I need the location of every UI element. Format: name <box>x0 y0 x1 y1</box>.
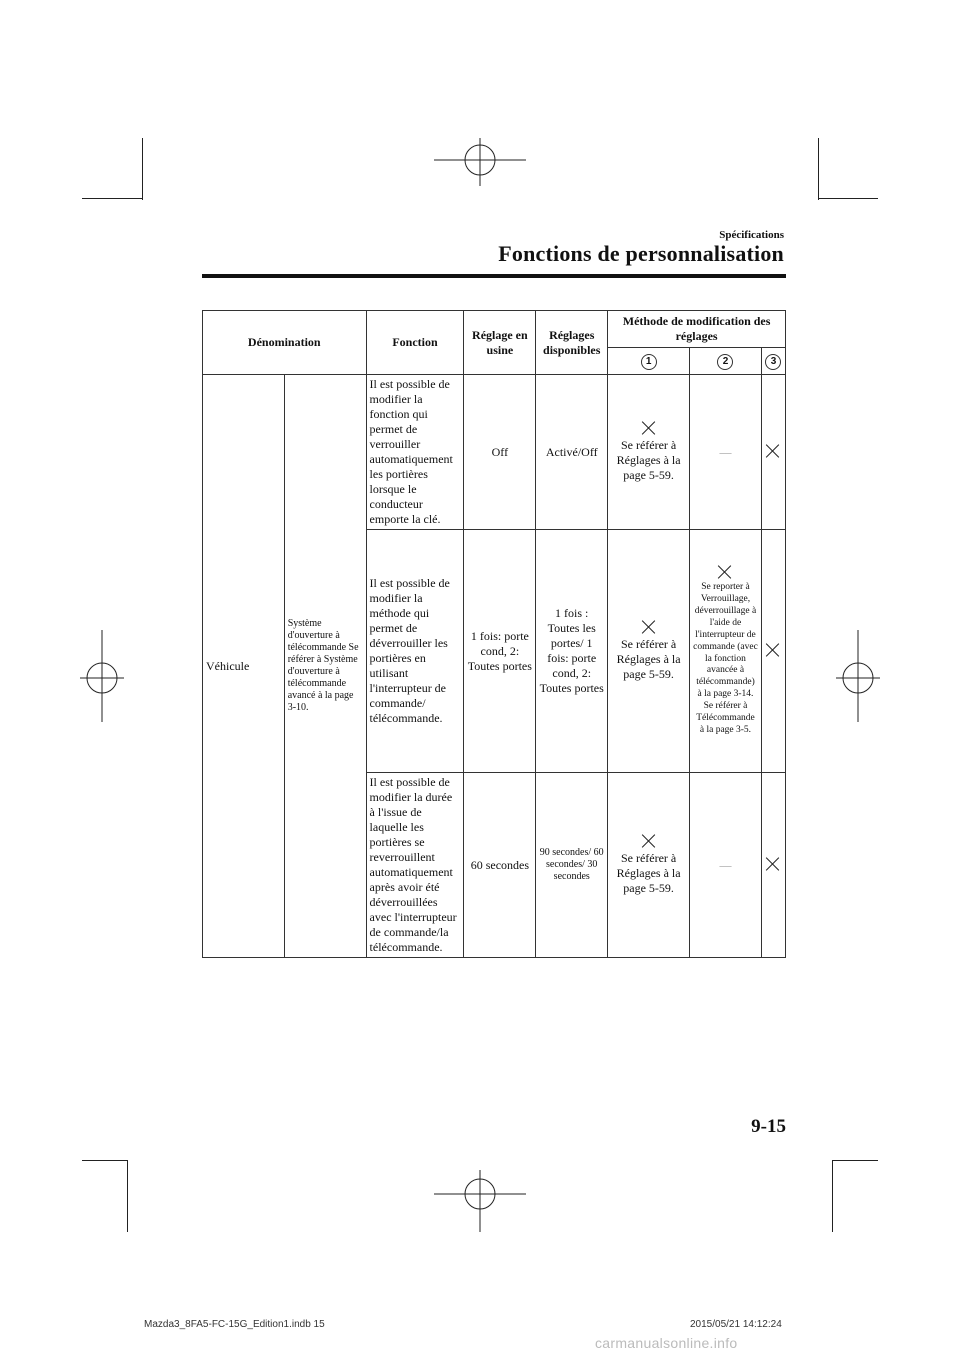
disponibles-cell: 1 fois : Toutes les portes/ 1 fois: porte cond, 2: Toutes portes <box>536 530 608 773</box>
page-number: 9-15 <box>751 1116 786 1137</box>
crop-mark <box>818 198 878 199</box>
registration-mark-icon <box>836 630 880 722</box>
usine-cell: 1 fois: porte cond, 2: Toutes portes <box>464 530 536 773</box>
section-label: Spécifications <box>719 229 784 241</box>
crop-mark <box>82 1160 128 1161</box>
crop-mark <box>832 1160 878 1161</box>
crop-mark <box>832 1160 833 1232</box>
method-3-cell <box>761 773 785 958</box>
method-2-cell: — <box>690 375 762 530</box>
fonction-cell: Il est possible de modifier la fonction qui permet de verrouiller automatiquement les portières lorsque le conducteur emporte la clé. <box>366 375 464 530</box>
x-mark-icon <box>766 857 780 871</box>
usine-cell: 60 secondes <box>464 773 536 958</box>
method-3-cell <box>761 375 785 530</box>
header-fonction: Fonction <box>366 311 464 375</box>
page-title: Fonctions de personnalisation <box>498 241 784 266</box>
header-reglage-usine: Réglage en usine <box>464 311 536 375</box>
denomination-cell: Véhicule <box>203 375 285 958</box>
crop-mark <box>818 138 819 200</box>
x-mark-icon <box>766 643 780 657</box>
customization-table <box>202 310 786 958</box>
crop-mark <box>142 138 143 200</box>
method-1-icon: 1 <box>608 348 690 375</box>
registration-mark-icon <box>434 138 526 186</box>
table-row <box>203 375 786 530</box>
group-cell: Système d'ouverture à télécommande Se référer à Système d'ouverture à télécommande avancé à la page 3-10. <box>284 375 366 958</box>
disponibles-cell: 90 secondes/ 60 secondes/ 30 secondes <box>536 773 608 958</box>
header-methode: Méthode de modification des réglages <box>608 311 786 348</box>
footer-file: Mazda3_8FA5-FC-15G_Edition1.indb 15 <box>144 1319 325 1330</box>
header-reglages-disponibles: Réglages disponibles <box>536 311 608 375</box>
disponibles-cell: Activé/Off <box>536 375 608 530</box>
x-mark-icon <box>642 421 656 435</box>
registration-mark-icon <box>434 1170 526 1232</box>
usine-cell: Off <box>464 375 536 530</box>
method-3-cell <box>761 530 785 773</box>
x-mark-icon <box>642 620 656 634</box>
method-3-icon: 3 <box>761 348 785 375</box>
x-mark-icon <box>766 444 780 458</box>
method-1-cell: Se référer à Réglages à la page 5-59. <box>608 530 690 773</box>
footer-timestamp: 2015/05/21 14:12:24 <box>690 1319 782 1330</box>
title-divider <box>202 274 786 278</box>
table-header-row <box>203 311 786 348</box>
method-1-cell: Se référer à Réglages à la page 5-59. <box>608 375 690 530</box>
method-2-cell: Se reporter à Verrouillage, déverrouillage à l'aide de l'interrupteur de commande (avec la fonction avancée à télécommande) à la page 3-14. Se référer à Télécommande à la page 3-5. <box>690 530 762 773</box>
x-mark-icon <box>718 565 732 579</box>
header-denomination: Dénomination <box>203 311 367 375</box>
x-mark-icon <box>642 834 656 848</box>
fonction-cell: Il est possible de modifier la durée à l'issue de laquelle les portières se reverrouillent automatiquement après avoir été déverrouillées avec l'interrupteur de commande/la télécommande. <box>366 773 464 958</box>
crop-mark <box>82 198 142 199</box>
method-2-cell: — <box>690 773 762 958</box>
watermark: carmanualsonline.info <box>595 1335 738 1351</box>
method-1-cell: Se référer à Réglages à la page 5-59. <box>608 773 690 958</box>
method-2-icon: 2 <box>690 348 762 375</box>
fonction-cell: Il est possible de modifier la méthode qui permet de déverrouiller les portières en utilisant l'interrupteur de commande/ télécommande. <box>366 530 464 773</box>
registration-mark-icon <box>80 630 124 722</box>
crop-mark <box>127 1160 128 1232</box>
